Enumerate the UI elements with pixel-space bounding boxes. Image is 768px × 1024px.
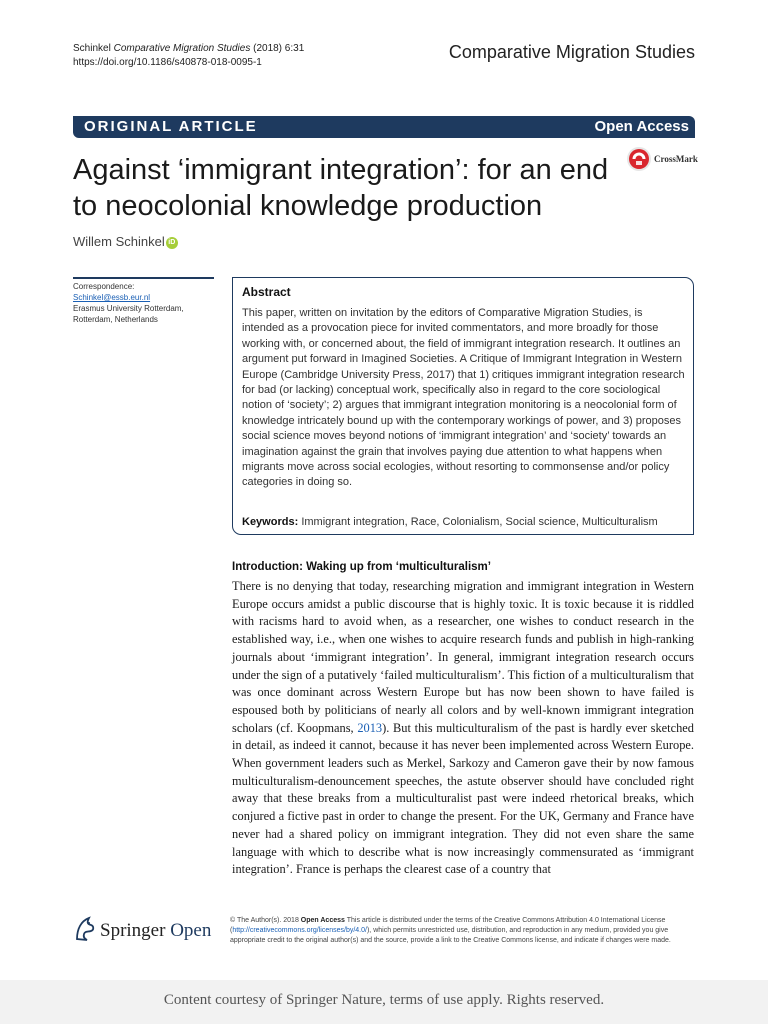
crossmark-badge[interactable] xyxy=(626,146,700,174)
journal-name: Comparative Migration Studies xyxy=(448,42,695,62)
article-banner xyxy=(73,116,695,138)
doi-link[interactable]: https://doi.org/10.1186/s40878-018-0095-1 xyxy=(73,57,262,68)
abstract-box xyxy=(232,277,694,535)
citation-link[interactable]: 2013 xyxy=(357,720,383,735)
author-name: Willem Schinkel xyxy=(73,234,165,249)
footer-note: Content courtesy of Springer Nature, terms of use apply. Rights reserved. xyxy=(163,992,605,1008)
correspondence-email[interactable]: Schinkel@essb.eur.nl xyxy=(73,293,151,302)
body-paragraph xyxy=(232,578,694,879)
footer-band xyxy=(0,980,768,1024)
license-notice xyxy=(230,916,696,946)
springer-open-logo xyxy=(73,915,223,947)
crossmark-icon xyxy=(626,146,652,172)
body-text-part-2: ). But this multiculturalism of the past is hardly ever sketched in detail, as indeed it cannot, because it has never been implemented across Western Europe. When government leaders such as Merkel, Sarkozy and Cameron gave their by now famous multiculturalism-denouncement speeches, the astute observer should have concluded right away that these breaks from a multiculturalist past were indeed rhetorical breaks, which conjured a fictive past in order to change the present. For the UK, Germany and France have never had a shared policy on immigrant integration. They did not even share the same language with which to describe what is now increasingly commensurated as ‘immigrant integration’. France is perhaps the clearest case of a country that xyxy=(232,720,695,877)
springer-horse-icon xyxy=(73,915,97,943)
citation-journal: Comparative Migration Studies xyxy=(113,43,251,54)
abstract-text: This paper, written on invitation by the editors of Comparative Migration Studies, is intended as a provocation piece for invited commentators, and more broadly for those working with, or concerned about, the field of immigrant integration research. It outlines an argument put forward in Imagined Societies. A Critique of Immigrant Integration in Western Europe (Cambridge University Press, 2017) that 1) critiques immigrant integration research for bad (or lacking) conceptual work, specifically also in regard to the core sociological notion of ‘society’; 2) argues that immigrant integration monitoring is a neocolonial form of knowledge intricately bound up with the contemporary workings of power, and 3) proposes social science moves beyond notions of ‘immigrant integration’ and ‘society’ towards an imagination against the grain that involves paying due attention to what happens when migrants move across social ecologies, without resorting to commonsense and/or policy categories in doing so. xyxy=(242,307,685,489)
keywords-list: Immigrant integration, Race, Colonialism, Social science, Multiculturalism xyxy=(301,516,658,528)
author-line xyxy=(73,234,178,249)
correspondence xyxy=(73,281,223,325)
body-text-part-1: There is no denying that today, researching migration and immigrant integration in Western Europe occurs amidst a public discourse that is highly toxic. It is toxic because it is riddled with racisms hard to avoid when, as a researcher, one wishes to conduct research in the established way, i.e., when one wishes to acquire research funds and publish in high-ranking journals about ‘immigrant integration’. In general, immigrant integration research occurs under the sign of a putatively ‘failed multiculturalism’. This fiction of a multiculturalism that was once dominant across Western Europe but has now been shown to have failed is espoused both by politicians of nearly all colors and by well-known immigrant integration scholars (cf. Koopmans, xyxy=(232,579,694,735)
citation-header xyxy=(73,42,304,70)
license-part-1: © The Author(s). 2018 xyxy=(230,917,301,924)
correspondence-label: Correspondence: xyxy=(73,282,135,291)
crossmark-label: CrossMark xyxy=(654,154,698,164)
license-url[interactable]: http://creativecommons.org/licenses/by/4.0/ xyxy=(232,927,367,934)
sidebar-divider xyxy=(73,277,214,279)
publisher-open: Open xyxy=(170,920,212,941)
keywords xyxy=(242,516,658,528)
publisher-name: Springer xyxy=(100,920,166,941)
affiliation-line-2: Rotterdam, Netherlands xyxy=(73,315,158,324)
keywords-label: Keywords: xyxy=(242,516,299,528)
section-heading: Introduction: Waking up from ‘multiculturalism’ xyxy=(232,561,491,573)
license-part-3: ), which permits unrestricted use, distribution, and reproduction in any medium, provided you give appropriate credit to the original author(s) and the source, provide a link to the Creative Commons license, and indicate if changes were made. xyxy=(230,927,671,944)
open-access-label: Open Access xyxy=(594,118,689,135)
license-open-access: Open Access xyxy=(300,917,345,924)
orcid-icon[interactable]: iD xyxy=(166,237,178,249)
license-part-2: This article is distributed under the terms of the Creative Commons Attribution 4.0 International License ( xyxy=(230,917,666,934)
abstract-heading: Abstract xyxy=(242,285,291,299)
citation-detail: (2018) 6:31 xyxy=(253,43,305,54)
citation-author: Schinkel xyxy=(73,43,111,54)
article-title: Against ‘immigrant integration’: for an end to neocolonial knowledge production xyxy=(73,154,609,222)
affiliation-line-1: Erasmus University Rotterdam, xyxy=(73,304,184,313)
article-type: ORIGINAL ARTICLE xyxy=(84,118,258,135)
